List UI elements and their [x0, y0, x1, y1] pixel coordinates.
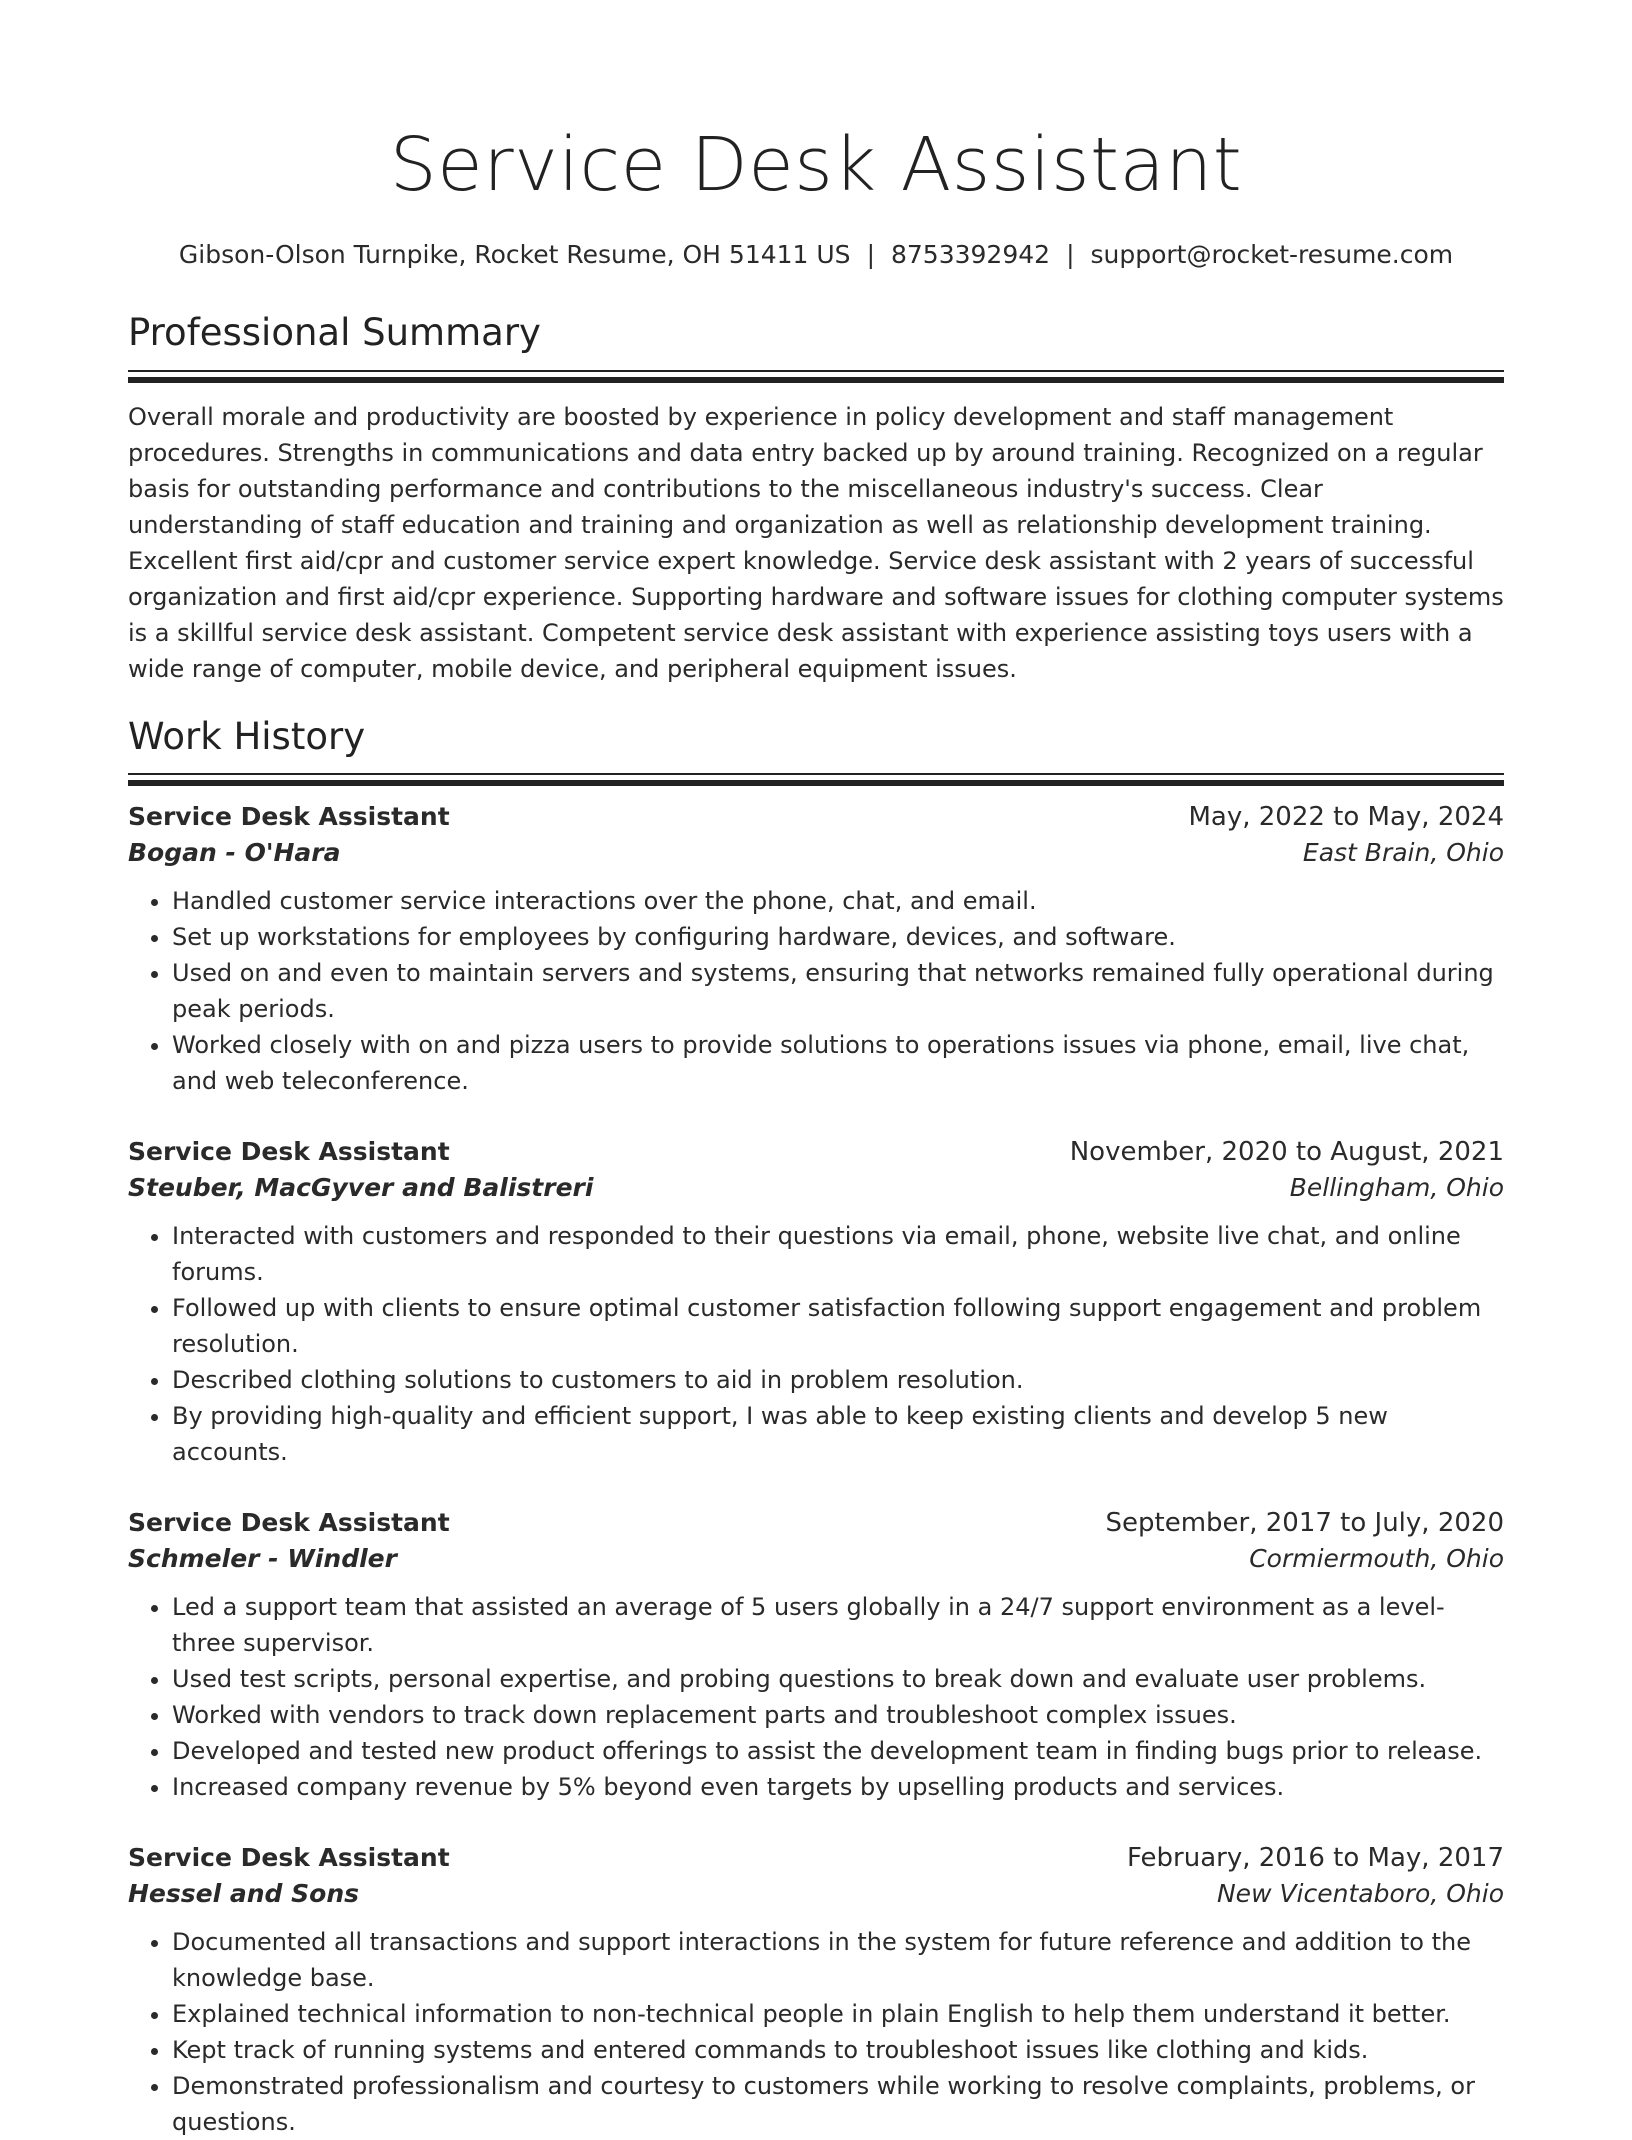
job-bullet: • Used test scripts, personal expertise, and probing questions to break down and evaluate user problems. [172, 1661, 1504, 1697]
section-title-work-history: Work History [128, 714, 366, 758]
section-divider-thick [128, 377, 1504, 383]
job-company-row [128, 1544, 1504, 1573]
section-divider-thick [128, 780, 1504, 786]
email-link[interactable]: support@rocket-resume.com [1090, 240, 1454, 269]
address-text: Gibson-Olson Turnpike, Rocket Resume, OH 51411 US [178, 240, 851, 269]
job-company-row [128, 1173, 1504, 1202]
contact-separator: | [1066, 240, 1075, 269]
job-bullet: • Led a support team that assisted an average of 5 users globally in a 24/7 support environment as a level-three supervisor. [172, 1589, 1504, 1661]
job-title: Service Desk Assistant [128, 1843, 450, 1873]
contact-separator: | [866, 240, 875, 269]
job-title: Service Desk Assistant [128, 1137, 450, 1167]
job-bullet: • By providing high-quality and efficient support, I was able to keep existing clients and develop 5 new accounts. [172, 1398, 1504, 1470]
professional-summary-section [128, 313, 1504, 687]
job-location: New Vicentaboro, Ohio [1216, 1879, 1504, 1909]
job-entry [128, 1508, 1504, 1805]
job-bullet: • Explained technical information to non-technical people in plain English to help them understand it better. [172, 1996, 1504, 2032]
job-header-row [128, 802, 1504, 832]
job-bullet-list [128, 883, 1504, 1099]
job-bullet: • Used on and even to maintain servers and systems, ensuring that networks remained fully operational during peak periods. [172, 955, 1504, 1027]
job-company: Hessel and Sons [128, 1879, 359, 1909]
job-entry [128, 1137, 1504, 1470]
job-bullet: • Interacted with customers and responded to their questions via email, phone, website live chat, and online forums. [172, 1218, 1504, 1290]
contact-line [128, 240, 1504, 269]
job-bullet-list [128, 1924, 1504, 2140]
job-company-row [128, 1879, 1504, 1908]
job-bullet-list [128, 1589, 1504, 1805]
job-bullet: • Documented all transactions and support interactions in the system for future reference and addition to the knowledge base. [172, 1924, 1504, 1996]
work-history-section [128, 714, 1504, 2140]
job-dates: May, 2022 to May, 2024 [1188, 802, 1504, 833]
job-bullet: • Developed and tested new product offerings to assist the development team in finding bugs prior to release. [172, 1733, 1504, 1769]
job-bullet: • Set up workstations for employees by configuring hardware, devices, and software. [172, 919, 1504, 955]
job-title: Service Desk Assistant [128, 1508, 450, 1538]
job-bullet: • Described clothing solutions to customers to aid in problem resolution. [172, 1362, 1504, 1398]
job-header-row [128, 1843, 1504, 1873]
section-divider-thin [128, 370, 1504, 372]
job-dates: September, 2017 to July, 2020 [1105, 1508, 1504, 1539]
job-company: Bogan - O'Hara [128, 838, 341, 868]
section-divider-thin [128, 773, 1504, 775]
job-title: Service Desk Assistant [128, 802, 450, 832]
job-location: East Brain, Ohio [1302, 838, 1504, 868]
resume-name: Service Desk Assistant [389, 122, 1243, 208]
job-header-row [128, 1137, 1504, 1167]
section-title-summary: Professional Summary [128, 311, 541, 354]
job-bullet: • Worked with vendors to track down replacement parts and troubleshoot complex issues. [172, 1697, 1504, 1733]
job-company: Steuber, MacGyver and Balistreri [128, 1173, 594, 1203]
job-bullet: • Handled customer service interactions over the phone, chat, and email. [172, 883, 1504, 919]
job-company-row [128, 838, 1504, 867]
job-dates: November, 2020 to August, 2021 [1069, 1137, 1504, 1168]
job-bullet: • Increased company revenue by 5% beyond even targets by upselling products and services. [172, 1769, 1504, 1805]
summary-text: Overall morale and productivity are boosted by experience in policy development and staff management procedures. Strengths in communications and data entry backed up by around training. Recognized on a regular basis for outstanding performance and contributions to the miscellaneous industry's success. Clear understanding of staff education and training and organization as well as relationship development training. Excellent first aid/cpr and customer service expert knowledge. Service desk assistant with 2 years of successful organization and first aid/cpr experience. Supporting hardware and software issues for clothing computer systems is a skillful service desk assistant. Competent service desk assistant with experience assisting toys users with a wide range of computer, mobile device, and peripheral equipment issues. [128, 402, 1504, 683]
job-bullet: • Worked closely with on and pizza users to provide solutions to operations issues via phone, email, live chat, and web teleconference. [172, 1027, 1504, 1099]
job-dates: February, 2016 to May, 2017 [1127, 1843, 1504, 1874]
job-location: Bellingham, Ohio [1289, 1173, 1504, 1203]
job-bullet-list [128, 1218, 1504, 1470]
job-header-row [128, 1508, 1504, 1538]
job-bullet: • Kept track of running systems and entered commands to troubleshoot issues like clothing and kids. [172, 2032, 1504, 2068]
job-bullet: • Followed up with clients to ensure optimal customer satisfaction following support engagement and problem resolution. [172, 1290, 1504, 1362]
job-bullet: • Demonstrated professionalism and courtesy to customers while working to resolve complaints, problems, or questions. [172, 2068, 1504, 2140]
job-location: Cormiermouth, Ohio [1249, 1544, 1504, 1574]
phone-text: 8753392942 [891, 240, 1051, 269]
job-entry [128, 802, 1504, 1099]
job-entry [128, 1843, 1504, 2140]
job-company: Schmeler - Windler [128, 1544, 397, 1574]
